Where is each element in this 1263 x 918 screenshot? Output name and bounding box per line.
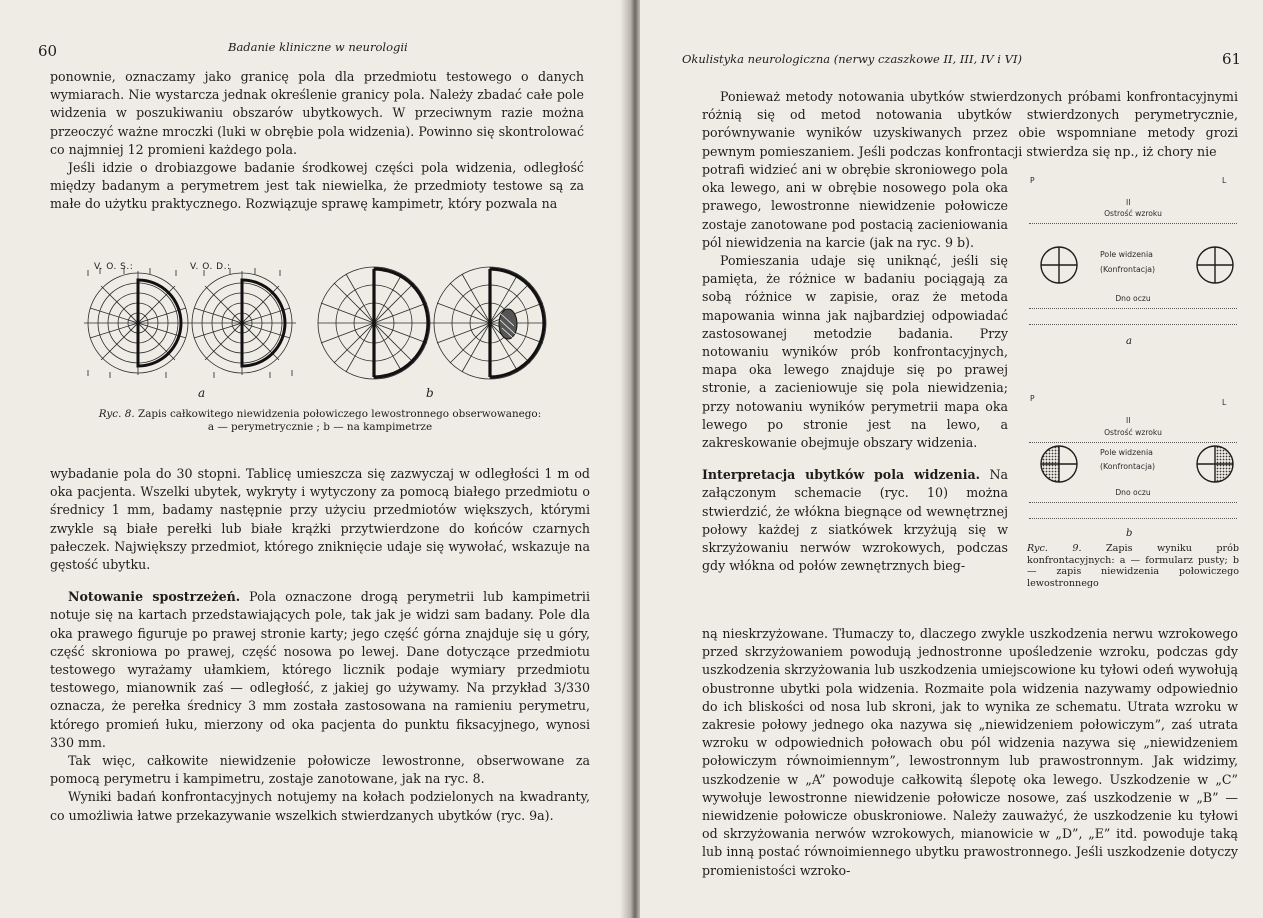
- page-number-left: 60: [38, 42, 58, 60]
- fig9-label-p: P: [1030, 394, 1035, 403]
- caption-prefix: Ryc. 8.: [98, 408, 135, 420]
- fig9-label-ii: II: [1126, 416, 1131, 425]
- fig9-sublabel-a: a: [1126, 336, 1132, 347]
- fig9-label-l: L: [1222, 176, 1227, 185]
- section-heading: Interpretacja ubytków pola widzenia.: [702, 467, 981, 483]
- paragraph: Jeśli idzie o drobiazgowe badanie środkowej części pola widzenia, odległość między badanym a perymetrem jest tak niewielka, że przedmioty testowe są za małe do użytku praktycznego. Rozwiązuje sprawę kampimetr, który pozwala na: [50, 160, 584, 212]
- caption-line: a — perymetrycznie ; b — na kampimetrze: [207, 421, 433, 433]
- paragraph: ną nieskrzyżowane. Tłumaczy to, dlaczego zwykle uszkodzenia nerwu wzrokowego przed skrzyżowaniem powodują jednostronne upośledzenie wzroku, podczas gdy uszkodzenia skrzyżowania lub uszkodzenia umiejscowione ku tyłowi odeń wywołują obustronne ubytki pola widzenia. Rozmaite pola widzenia nazywamy odpowiednio do ich bliskości od nosa lub skroni, jak to wynika ze schematu. Utrata wzroku w zakresie połowy jednego oka nazywa się „niewidzeniem połowiczym”, zaś utrata wzroku w odpowiednich połowach obu pól widzenia nazywa się „niewidzeniem połowiczym równoimiennym”, lewostronnym lub prawostronnym. Jak widzimy, uszkodzenie w „A” powoduje całkowitą ślepotę oka lewego. Uszkodzenie w „C” wywołuje lewostronne niewidzenie połowicze nosowe, zaś uszkodzenie w „B” — niewidzenie połowicze obuskroniowe. Należy zauważyć, że uszkodzenie ku tyłowi od skrzyżowania nerwów wzrokowych, mianowicie w „D”, „E” itd. powoduje taką lub inną postać równoimiennego ubytku prawostronnego. Jeśli uszkodzenie dotyczy promienistości wzroko-: [702, 626, 1238, 878]
- paragraph: Tak więc, całkowite niewidzenie połowicze lewostronne, obserwowane za pomocą perymetru i kampimetru, zostaje zanotowane, jak na ryc. 8.: [50, 753, 590, 787]
- fig9-row-empty: [1029, 506, 1237, 519]
- fig9-row-dno: [1029, 296, 1237, 309]
- left-text-bottom: [50, 465, 590, 825]
- figure-sublabel-b: b: [426, 386, 434, 400]
- right-text-bottom: [702, 625, 1238, 880]
- caption-line: Zapis całkowitego niewidzenia połowiczego lewostronnego obserwowanego:: [137, 408, 542, 420]
- paragraph: Wyniki badań konfrontacyjnych notujemy na kołach podzielonych na kwadranty, co umożliwia łatwe przekazywanie wszelkich stwierdzanych ubytków (ryc. 9a).: [50, 789, 590, 823]
- paragraph: potrafi widzieć ani w obrębie skroniowego pola oka lewego, ani w obrębie nosowego pola oka prawego, lewostronne niewidzenie połowicze zostaje zanotowane pod postacią zacieniowania pól niewidzenia na karcie (jak na ryc. 9 b).: [702, 162, 1008, 250]
- fig9-row-label: Ostrość wzroku: [1104, 428, 1162, 437]
- section-heading: Notowanie spostrzeżeń.: [68, 589, 241, 605]
- paragraph: Pomieszania udaje się uniknąć, jeśli się pamięta, że różnice w badaniu pociągają za sobą różnice w zapisie, oraz że metoda mapowania winna jak najbardziej odpowiadać zastosowanej metodzie badania. Przy notowaniu wyników prób konfrontacyjnych, mapa oka lewego znajduje się po prawej stronie, a zacieniowuje się pola niewidzenia; przy notowaniu wyników perymetrii mapa oka lewego po stronie jest na lewo, a zakreskowanie obejmuje obszary widzenia.: [702, 253, 1008, 451]
- running-head-right: Okulistyka neurologiczna (nerwy czaszkowe II, III, IV i VI): [682, 52, 1022, 66]
- figure-sublabel-a: a: [198, 386, 206, 400]
- paragraph: Ponieważ metody notowania ubytków stwierdzonych próbami konfrontacyjnymi różnią się od metod notowania ubytków stwierdzonych perymetrycznie, porównywanie wyników uzyskiwanych przez obie wspomniane metody grozi pewnym pomieszaniem. Jeśli podczas konfrontacji stwierdza się np., iż chory nie: [702, 89, 1238, 159]
- fig9-row-label: Dno oczu: [1115, 294, 1151, 303]
- fig9-caption: [1027, 543, 1239, 589]
- page-number-right: 61: [1222, 50, 1242, 68]
- fig9-label-p: P: [1030, 176, 1035, 185]
- fig9a-pole: Pole widzenia: [1100, 250, 1153, 259]
- fig9-row-label: Dno oczu: [1115, 488, 1151, 497]
- fig9-row-dno: [1029, 490, 1237, 503]
- running-head-left: Badanie kliniczne w neurologii: [228, 40, 408, 54]
- fig9-row-ostrosc: [1029, 211, 1237, 224]
- right-text-top: [702, 88, 1238, 161]
- fig9b-pole: Pole widzenia: [1100, 448, 1153, 457]
- right-text-column: [702, 161, 1008, 575]
- figure-label-vos: V. O. S.:: [94, 262, 134, 272]
- paragraph: Na załączonym schemacie (ryc. 10) można stwierdzić, że włókna biegnące od wewnętrznej połowy każdej z siatkówek krzyżują się w skrzyżowaniu nerwów wzrokowych, podczas gdy włókna od połów zewnętrznych bieg-: [702, 467, 1008, 574]
- fig9-row-label: Ostrość wzroku: [1104, 209, 1162, 218]
- figure-caption: [70, 408, 570, 434]
- left-page: [0, 0, 630, 918]
- campimetry-chart: [312, 264, 552, 382]
- fig9-label-ii: II: [1126, 198, 1131, 207]
- fig9b-konfrontacja: (Konfrontacja): [1100, 462, 1156, 471]
- fig9a-konfrontacja: (Konfrontacja): [1100, 265, 1156, 274]
- paragraph: ponownie, oznaczamy jako granicę pola dla przedmiotu testowego o danych wymiarach. Nie wystarcza jednak określenie granicy pola. Należy zbadać całe pole widzenia w poszukiwaniu obszarów ubytkowych. W przeciwnym razie można przeoczyć ważne mroczki (luki w obrębie pola widzenia). Powinno się skontrolować co najmniej 12 promieni każdego pola.: [50, 69, 584, 157]
- paragraph: wybadanie pola do 30 stopni. Tablicę umieszcza się zazwyczaj w odległości 1 m od oka pacjenta. Wszelki ubytek, wykryty i wytyczony za pomocą białego przedmiotu o średnicy 1 mm, badamy następnie przy użyciu przedmiotów większych, którymi zwykle są białe perełki lub białe krążki przytwierdzone do końców czarnych pałeczek. Największy przedmiot, którego zniknięcie udaje się wywołać, wskazuje na gęstość ubytku.: [50, 466, 590, 573]
- paragraph: Pola oznaczone drogą perymetrii lub kampimetrii notuje się na kartach przedstawiających pole, tak jak je widzi sam badany. Pole dla oka prawego figuruje po prawej stronie karty; jego część górna znajduje się u góry, część skroniowa po prawej, część nosowa po lewej. Dane dotyczące przedmiotu testowego wyrażamy ułamkiem, którego licznik podaje wymiary przedmiotu testowego, mianownik zaś — odległość, z jakiej go używamy. Na przykład 3/330 oznacza, że perełka średnicy 3 mm została zastosowana na ramieniu perymetru, którego promień łuku, mierzony od oka pacjenta do punktu fiksacyjnego, wynosi 330 mm.: [50, 589, 590, 750]
- fig9-sublabel-b: b: [1126, 528, 1133, 539]
- perimetry-chart: [80, 268, 300, 378]
- caption-text: Zapis wyniku prób konfrontacyjnych: a — formularz pusty; b — zapis niewidzenia połowiczego lewostronnego: [1027, 543, 1239, 589]
- figure-label-vod: V. O. D.:: [190, 262, 231, 272]
- caption-prefix: Ryc. 9.: [1027, 543, 1082, 554]
- left-text-top: [50, 68, 584, 214]
- fig9-label-l: L: [1222, 398, 1227, 407]
- fig9-row-empty: [1029, 312, 1237, 325]
